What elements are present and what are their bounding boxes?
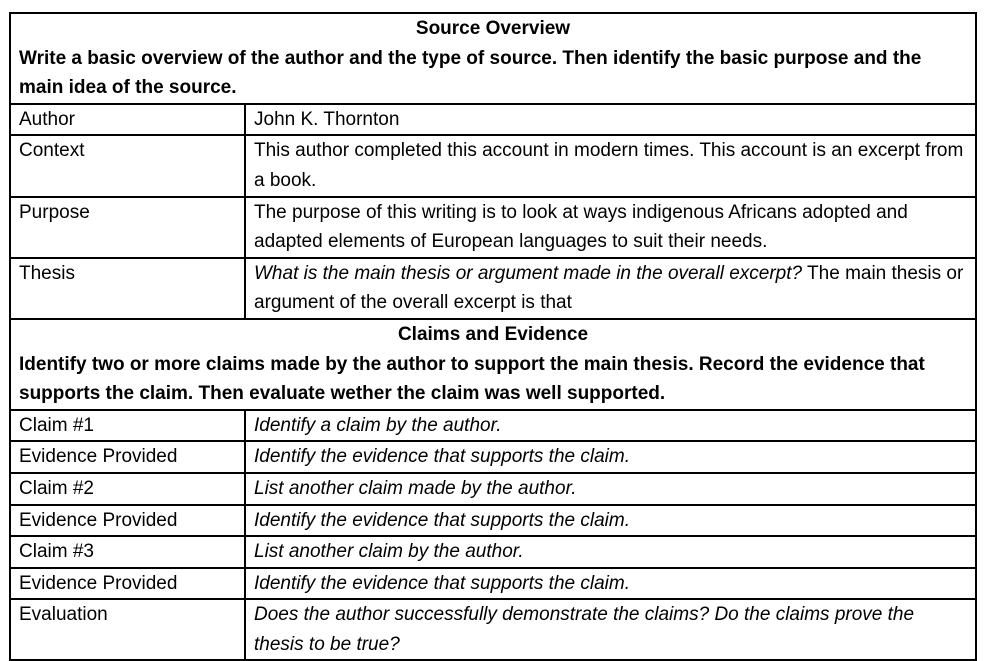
table-row [10, 473, 976, 505]
source-analysis-table [9, 12, 977, 661]
evidence-3-value-cell[interactable]: Identify the evidence that supports the claim. [245, 568, 976, 600]
row-label-context: Context [10, 135, 245, 196]
source-overview-title: Source Overview [10, 13, 976, 44]
evaluation-value-cell[interactable]: Does the author successfully demonstrate the claims? Do the claims prove the thesis to be true? [245, 599, 976, 660]
row-label-claim-2: Claim #2 [10, 473, 245, 505]
claim-2-value-cell[interactable]: List another claim made by the author. [245, 473, 976, 505]
row-label-claim-1: Claim #1 [10, 410, 245, 442]
row-label-claim-3: Claim #3 [10, 536, 245, 568]
table-row [10, 536, 976, 568]
claim-3-value-cell[interactable]: List another claim by the author. [245, 536, 976, 568]
thesis-prompt: What is the main thesis or argument made in the overall excerpt? [254, 262, 803, 284]
evidence-2-value-cell[interactable]: Identify the evidence that supports the claim. [245, 505, 976, 537]
thesis-answer: The main thesis or argument of the overall excerpt is that [254, 262, 964, 314]
row-label-evidence-3: Evidence Provided [10, 568, 245, 600]
context-value-cell[interactable]: This author completed this account in modern times. This account is an excerpt from a book. [245, 135, 976, 196]
row-label-purpose: Purpose [10, 197, 245, 258]
row-label-evidence-1: Evidence Provided [10, 441, 245, 473]
section-header-row [10, 13, 976, 44]
row-label-author: Author [10, 104, 245, 136]
row-label-thesis: Thesis [10, 258, 245, 319]
evidence-1-value-cell[interactable]: Identify the evidence that supports the claim. [245, 441, 976, 473]
section-header-row [10, 319, 976, 350]
table-row [10, 441, 976, 473]
thesis-value-cell[interactable] [245, 258, 976, 319]
table-row [10, 104, 976, 136]
row-label-evidence-2: Evidence Provided [10, 505, 245, 537]
claims-evidence-instructions: Identify two or more claims made by the author to support the main thesis. Record the evidence that supports the claim. Then evaluate wether the claim was well supported. [10, 350, 976, 410]
table-row [10, 410, 976, 442]
claim-1-value-cell[interactable]: Identify a claim by the author. [245, 410, 976, 442]
author-value-cell[interactable]: John K. Thornton [245, 104, 976, 136]
row-label-evaluation: Evaluation [10, 599, 245, 660]
table-row [10, 258, 976, 319]
table-row [10, 568, 976, 600]
purpose-value-cell[interactable]: The purpose of this writing is to look at ways indigenous Africans adopted and adapted elements of European languages to suit their needs. [245, 197, 976, 258]
table-row [10, 505, 976, 537]
table-row [10, 197, 976, 258]
source-overview-instructions: Write a basic overview of the author and the type of source. Then identify the basic purpose and the main idea of the source. [10, 44, 976, 104]
table-row [10, 135, 976, 196]
section-instructions-row [10, 350, 976, 410]
table-row [10, 599, 976, 660]
section-instructions-row [10, 44, 976, 104]
claims-evidence-title: Claims and Evidence [10, 319, 976, 350]
